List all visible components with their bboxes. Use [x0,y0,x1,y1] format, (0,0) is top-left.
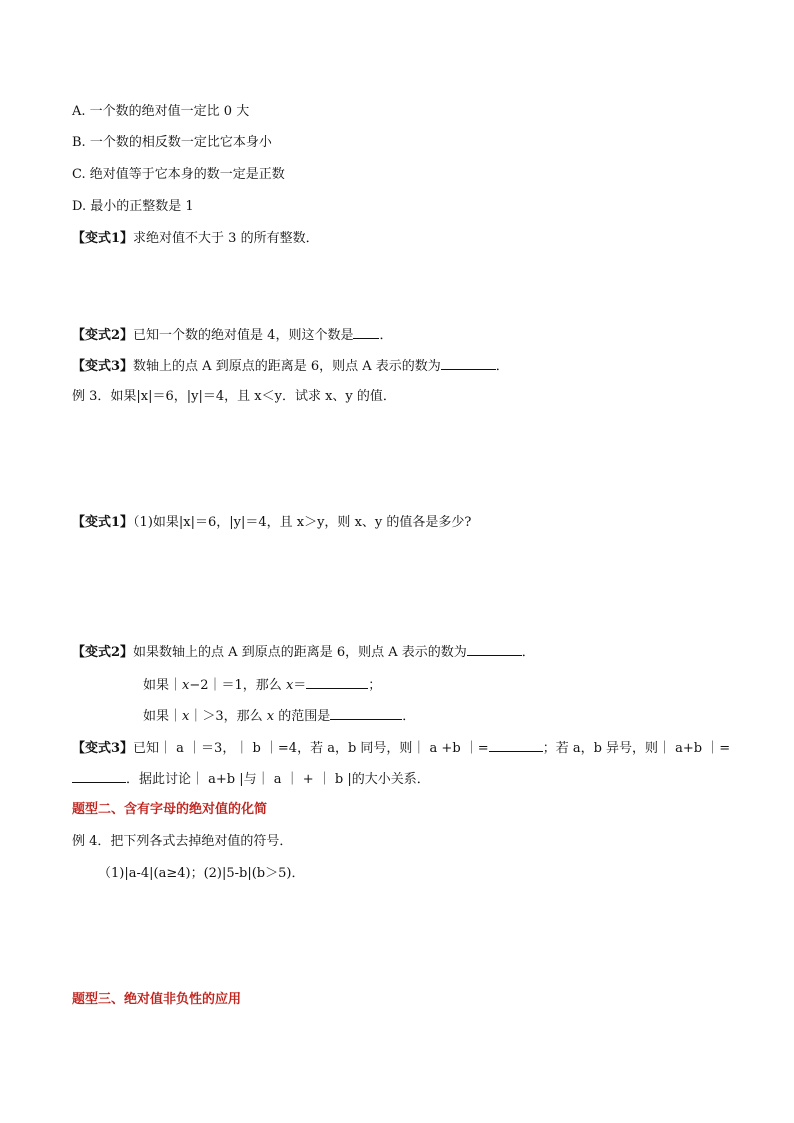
variant-text: 如果数轴上的点 A 到原点的距离是 6，则点 A 表示的数为 [133,645,467,660]
variant-tag: 【变式3】 [72,359,134,374]
variable-x: x [285,678,294,693]
variant-text-end: ． [495,359,509,374]
answer-blank [353,325,379,339]
answer-blank [441,356,496,370]
variant2-question-a [72,325,392,345]
variable-x: x [182,709,190,724]
variant-text: ．据此讨论｜ a+b |与｜ a ｜ + ｜ b |的大小关系． [126,772,430,787]
answer-blank [306,675,368,689]
option-a [72,103,249,121]
sub1-part2: −2｜＝1，那么 [189,678,286,693]
option-d [72,198,194,216]
variant3-question-a [72,356,509,376]
section-title: 题型三、绝对值非负性的应用 [72,992,242,1007]
section-heading-2 [72,801,267,819]
option-c-text: C. 绝对值等于它本身的数一定是正数 [72,167,285,182]
sub2-part1: 如果｜ [143,709,183,724]
sub-question-1 [143,675,381,695]
sub1-part4: ； [368,678,382,693]
variant-tag: 【变式1】 [72,231,134,246]
section-heading-3 [72,991,241,1009]
variant2-question-b [72,642,535,662]
section-title: 题型二、含有字母的绝对值的化简 [72,802,268,817]
variant-text: （1)如果|x|＝6，|y|＝4，且 x＞y，则 x、y 的值各是多少? [133,515,472,530]
variant-tag: 【变式3】 [72,741,134,756]
variant3-question-b-line1 [72,738,730,758]
example4 [72,833,292,851]
variable-x: x [182,678,190,693]
sub1-part1: 如果｜ [143,678,183,693]
variant1-question-b [72,514,471,532]
option-a-text: A. 一个数的绝对值一定比 0 大 [72,104,250,119]
answer-blank [489,738,543,752]
sub2-part4: ． [402,709,416,724]
variant-tag: 【变式2】 [72,645,134,660]
example4-items [98,865,304,883]
variant-tag: 【变式1】 [72,515,134,530]
example4-items-text: （1)|a-4|(a≥4)；(2)|5-b|(b＞5)． [98,866,305,881]
example4-text: 例 4．把下列各式去掉绝对值的符号． [72,834,293,849]
sub1-part3: ＝ [293,678,307,693]
variable-x: x [266,709,275,724]
variant3-question-b-line2 [72,769,430,789]
answer-blank [467,642,522,656]
option-d-text: D. 最小的正整数是 1 [72,199,194,214]
option-c [72,166,285,184]
variant1-question-a [72,230,319,248]
sub-question-2 [143,706,415,726]
sub2-part3: 的范围是 [274,709,331,724]
variant-text: 已知｜ a ｜＝3，｜ b ｜=4，若 a，b 同号，则｜ a +b ｜= [133,741,489,756]
variant-text-end: ． [379,328,393,343]
answer-blank [330,706,402,720]
variant-tag: 【变式2】 [72,328,134,343]
option-b-text: B. 一个数的相反数一定比它本身小 [72,135,272,150]
answer-blank [72,769,126,783]
option-b [72,134,272,152]
example3 [72,388,396,406]
variant-text-mid: ；若 a，b 异号，则｜ a+b ｜= [542,741,731,756]
sub2-part2: ｜＞3，那么 [189,709,267,724]
variant-text: 求绝对值不大于 3 的所有整数． [133,231,319,246]
variant-text-end: ． [521,645,535,660]
variant-text: 已知一个数的绝对值是 4，则这个数是 [133,328,354,343]
example3-text: 例 3．如果|x|＝6，|y|＝4，且 x＜y．试求 x、y 的值． [72,389,396,404]
variant-text: 数轴上的点 A 到原点的距离是 6，则点 A 表示的数为 [133,359,441,374]
